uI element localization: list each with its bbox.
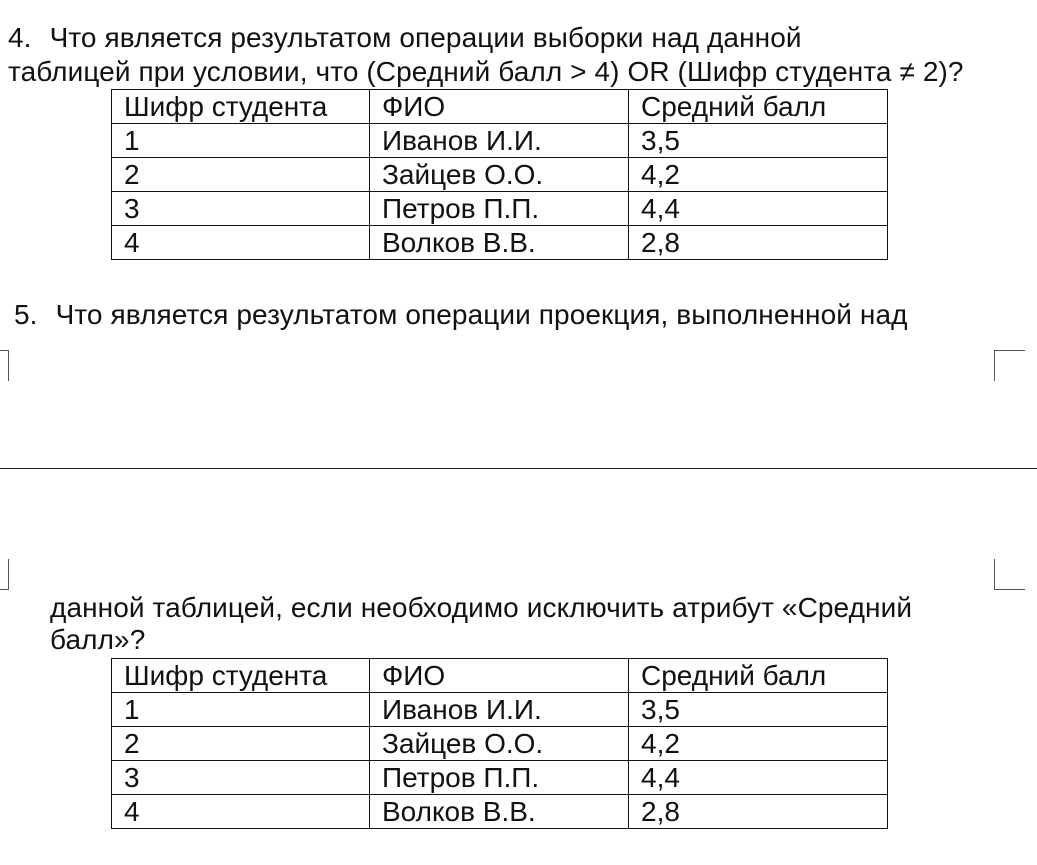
table-header-row — [112, 90, 888, 124]
cell-id: 4 — [112, 795, 370, 829]
question-5-line-3: балл»? — [50, 624, 146, 655]
cell-grade: 4,4 — [629, 192, 888, 226]
page-corner-mark-top-left — [0, 350, 9, 381]
header-cell-grade: Средний балл — [629, 659, 888, 693]
question-5-line-1 — [14, 298, 908, 332]
cell-name: Иванов И.И. — [370, 124, 629, 158]
header-cell-name: ФИО — [370, 659, 629, 693]
cell-id: 2 — [112, 158, 370, 192]
cell-grade: 3,5 — [629, 693, 888, 727]
question-5-number: 5. — [14, 299, 38, 330]
table-row — [112, 761, 888, 795]
question-4-number: 4. — [8, 22, 32, 53]
table-row — [112, 226, 888, 260]
cell-id: 2 — [112, 727, 370, 761]
cell-id: 1 — [112, 124, 370, 158]
table-row — [112, 124, 888, 158]
cell-id: 3 — [112, 761, 370, 795]
header-cell-name: ФИО — [370, 90, 629, 124]
table-row — [112, 158, 888, 192]
page-corner-mark-bottom-right — [994, 559, 1025, 590]
header-cell-id: Шифр студента — [112, 659, 370, 693]
header-cell-id: Шифр студента — [112, 90, 370, 124]
table-row — [112, 192, 888, 226]
cell-id: 1 — [112, 693, 370, 727]
cell-name: Волков В.В. — [370, 226, 629, 260]
question-4-text-1: Что является результатом операции выборки над данной — [49, 22, 802, 53]
cell-grade: 4,2 — [629, 158, 888, 192]
students-table-1 — [111, 89, 888, 260]
page-corner-mark-bottom-left — [0, 559, 9, 590]
students-table-2 — [111, 658, 888, 829]
cell-id: 3 — [112, 192, 370, 226]
cell-name: Петров П.П. — [370, 761, 629, 795]
question-5-line-2: данной таблицей, если необходимо исключить атрибут «Средний — [50, 592, 913, 623]
table-row — [112, 727, 888, 761]
question-5-text-1: Что является результатом операции проекция, выполненной над — [55, 299, 908, 330]
cell-grade: 4,4 — [629, 761, 888, 795]
cell-name: Зайцев О.О. — [370, 158, 629, 192]
cell-grade: 2,8 — [629, 795, 888, 829]
table-header-row — [112, 659, 888, 693]
cell-grade: 4,2 — [629, 727, 888, 761]
cell-grade: 3,5 — [629, 124, 888, 158]
table-row — [112, 795, 888, 829]
cell-name: Петров П.П. — [370, 192, 629, 226]
page-corner-mark-top-right — [994, 350, 1025, 381]
cell-name: Волков В.В. — [370, 795, 629, 829]
cell-grade: 2,8 — [629, 226, 888, 260]
cell-id: 4 — [112, 226, 370, 260]
header-cell-grade: Средний балл — [629, 90, 888, 124]
table-row — [112, 693, 888, 727]
cell-name: Иванов И.И. — [370, 693, 629, 727]
cell-name: Зайцев О.О. — [370, 727, 629, 761]
page-break-divider — [0, 468, 1037, 469]
question-4-line-2: таблицей при условии, что (Средний балл > 4) OR (Шифр студента ≠ 2)? — [8, 56, 964, 87]
question-4-line-1 — [8, 21, 802, 55]
